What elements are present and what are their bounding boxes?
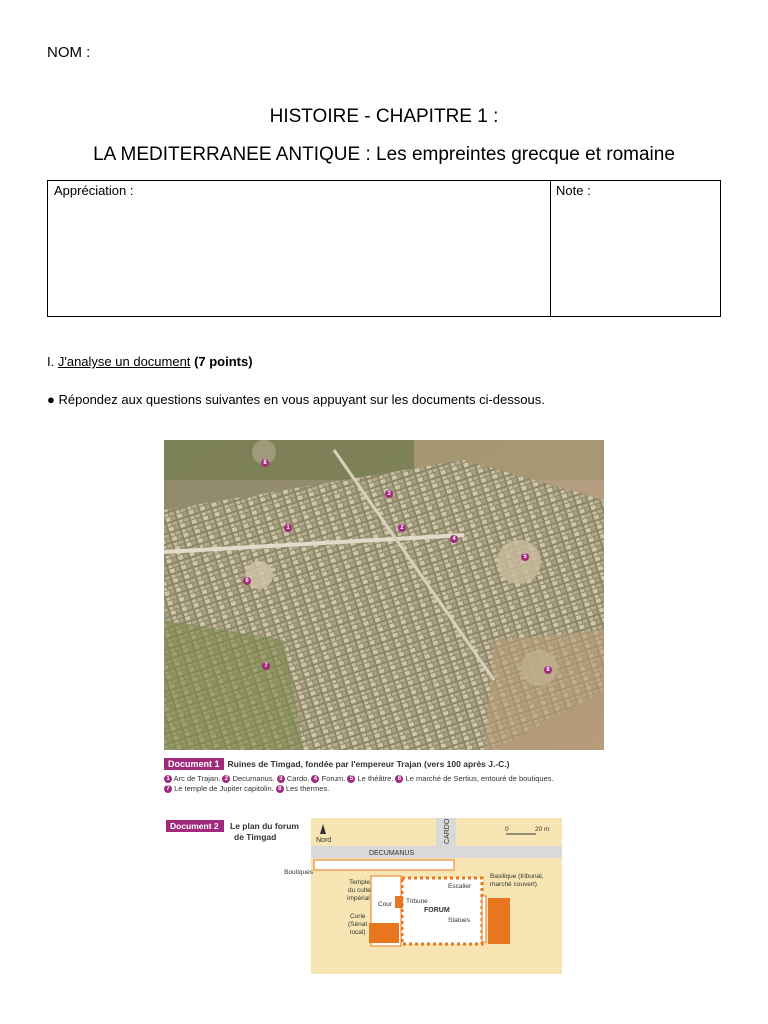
legend-label-4: Forum. (321, 774, 346, 783)
label-temple-3: impérial (347, 895, 370, 902)
label-temple-1: Temple (349, 879, 370, 886)
north-label: Nord (316, 837, 332, 844)
doc1-title: Ruines de Timgad, fondée par l'empereur Trajan (vers 100 après J.-C.) (227, 759, 510, 769)
marker-2: 2 (398, 524, 406, 532)
marker-6: 6 (243, 577, 251, 585)
marker-5: 5 (521, 553, 529, 561)
legend-num-2: 2 (222, 775, 230, 783)
note-label: Note : (556, 183, 591, 198)
section-heading (47, 354, 253, 369)
legend-label-1: Arc de Trajan. (173, 774, 221, 783)
forum-plan (164, 818, 562, 974)
marker-8b: 8 (544, 666, 552, 674)
legend-num-4: 4 (311, 775, 319, 783)
legend-label-3: Cardo. (286, 774, 310, 783)
section-points: (7 points) (194, 354, 253, 369)
legend-label-2: Decumanus. (232, 774, 275, 783)
label-boutiques: Boutiques (284, 869, 313, 876)
label-tribune: Tribune (406, 898, 428, 905)
marker-1: 1 (284, 524, 292, 532)
legend-num-3: 3 (277, 775, 285, 783)
label-escalier: Escalier (448, 883, 472, 890)
legend-label-6: Le marché de Sertius, entouré de boutiques. (405, 774, 554, 783)
scale-zero: 0 (505, 826, 509, 833)
section-title: J'analyse un document (57, 354, 191, 369)
label-curie-2: (Sénat (348, 921, 368, 928)
doc2-tag: Document 2 (170, 821, 219, 831)
doc2-title-1: Le plan du forum (230, 821, 299, 831)
label-basilique-2: marché couvert) (490, 881, 537, 888)
nom-label: NOM : (47, 44, 91, 61)
legend-label-7: Le temple de Jupiter capitolin. (174, 784, 274, 793)
legend-num-7: 7 (164, 785, 172, 793)
grade-box-divider (550, 181, 551, 316)
cardo-label: CARDO (444, 818, 451, 844)
label-cour: Cour (378, 901, 393, 908)
timgad-aerial-photo (164, 440, 604, 750)
marker-7: 7 (262, 662, 270, 670)
marker-4: 4 (450, 535, 458, 543)
doc1-caption (164, 754, 604, 794)
section-number: I. (47, 354, 55, 369)
chapter-title: HISTOIRE - CHAPITRE 1 : (269, 106, 499, 127)
legend-num-6: 6 (395, 775, 403, 783)
label-temple-2: du culte (348, 887, 371, 894)
doc1-tag: Document 1 (164, 758, 224, 770)
grade-box (47, 180, 721, 317)
legend-num-1: 1 (164, 775, 172, 783)
label-curie-1: Curie (350, 913, 366, 920)
appreciation-label: Appréciation : (54, 183, 134, 198)
doc2-title-2: de Timgad (234, 832, 277, 842)
legend-num-5: 5 (347, 775, 355, 783)
label-basilique-1: Basilique (tribunal, (490, 873, 544, 880)
bullet-icon: ● (47, 392, 55, 407)
label-statues: Statues (448, 917, 471, 924)
legend-label-8: Les thermes. (285, 784, 330, 793)
instruction-label: Répondez aux questions suivantes en vous appuyant sur les documents ci-dessous. (58, 392, 545, 407)
marker-3: 3 (385, 490, 393, 498)
instruction-text (47, 392, 545, 407)
chapter-subtitle: LA MEDITERRANEE ANTIQUE : Les empreintes grecque et romaine (93, 144, 675, 165)
marker-8a: 8 (261, 459, 269, 467)
scale-twenty: 20 m (535, 826, 550, 833)
label-curie-3: local) (350, 929, 366, 936)
legend-num-8: 8 (276, 785, 284, 793)
label-forum: FORUM (424, 907, 450, 914)
legend-label-5: Le théâtre. (357, 774, 394, 783)
decumanus-label: DECUMANUS (369, 850, 415, 857)
doc1-legend (164, 774, 604, 794)
